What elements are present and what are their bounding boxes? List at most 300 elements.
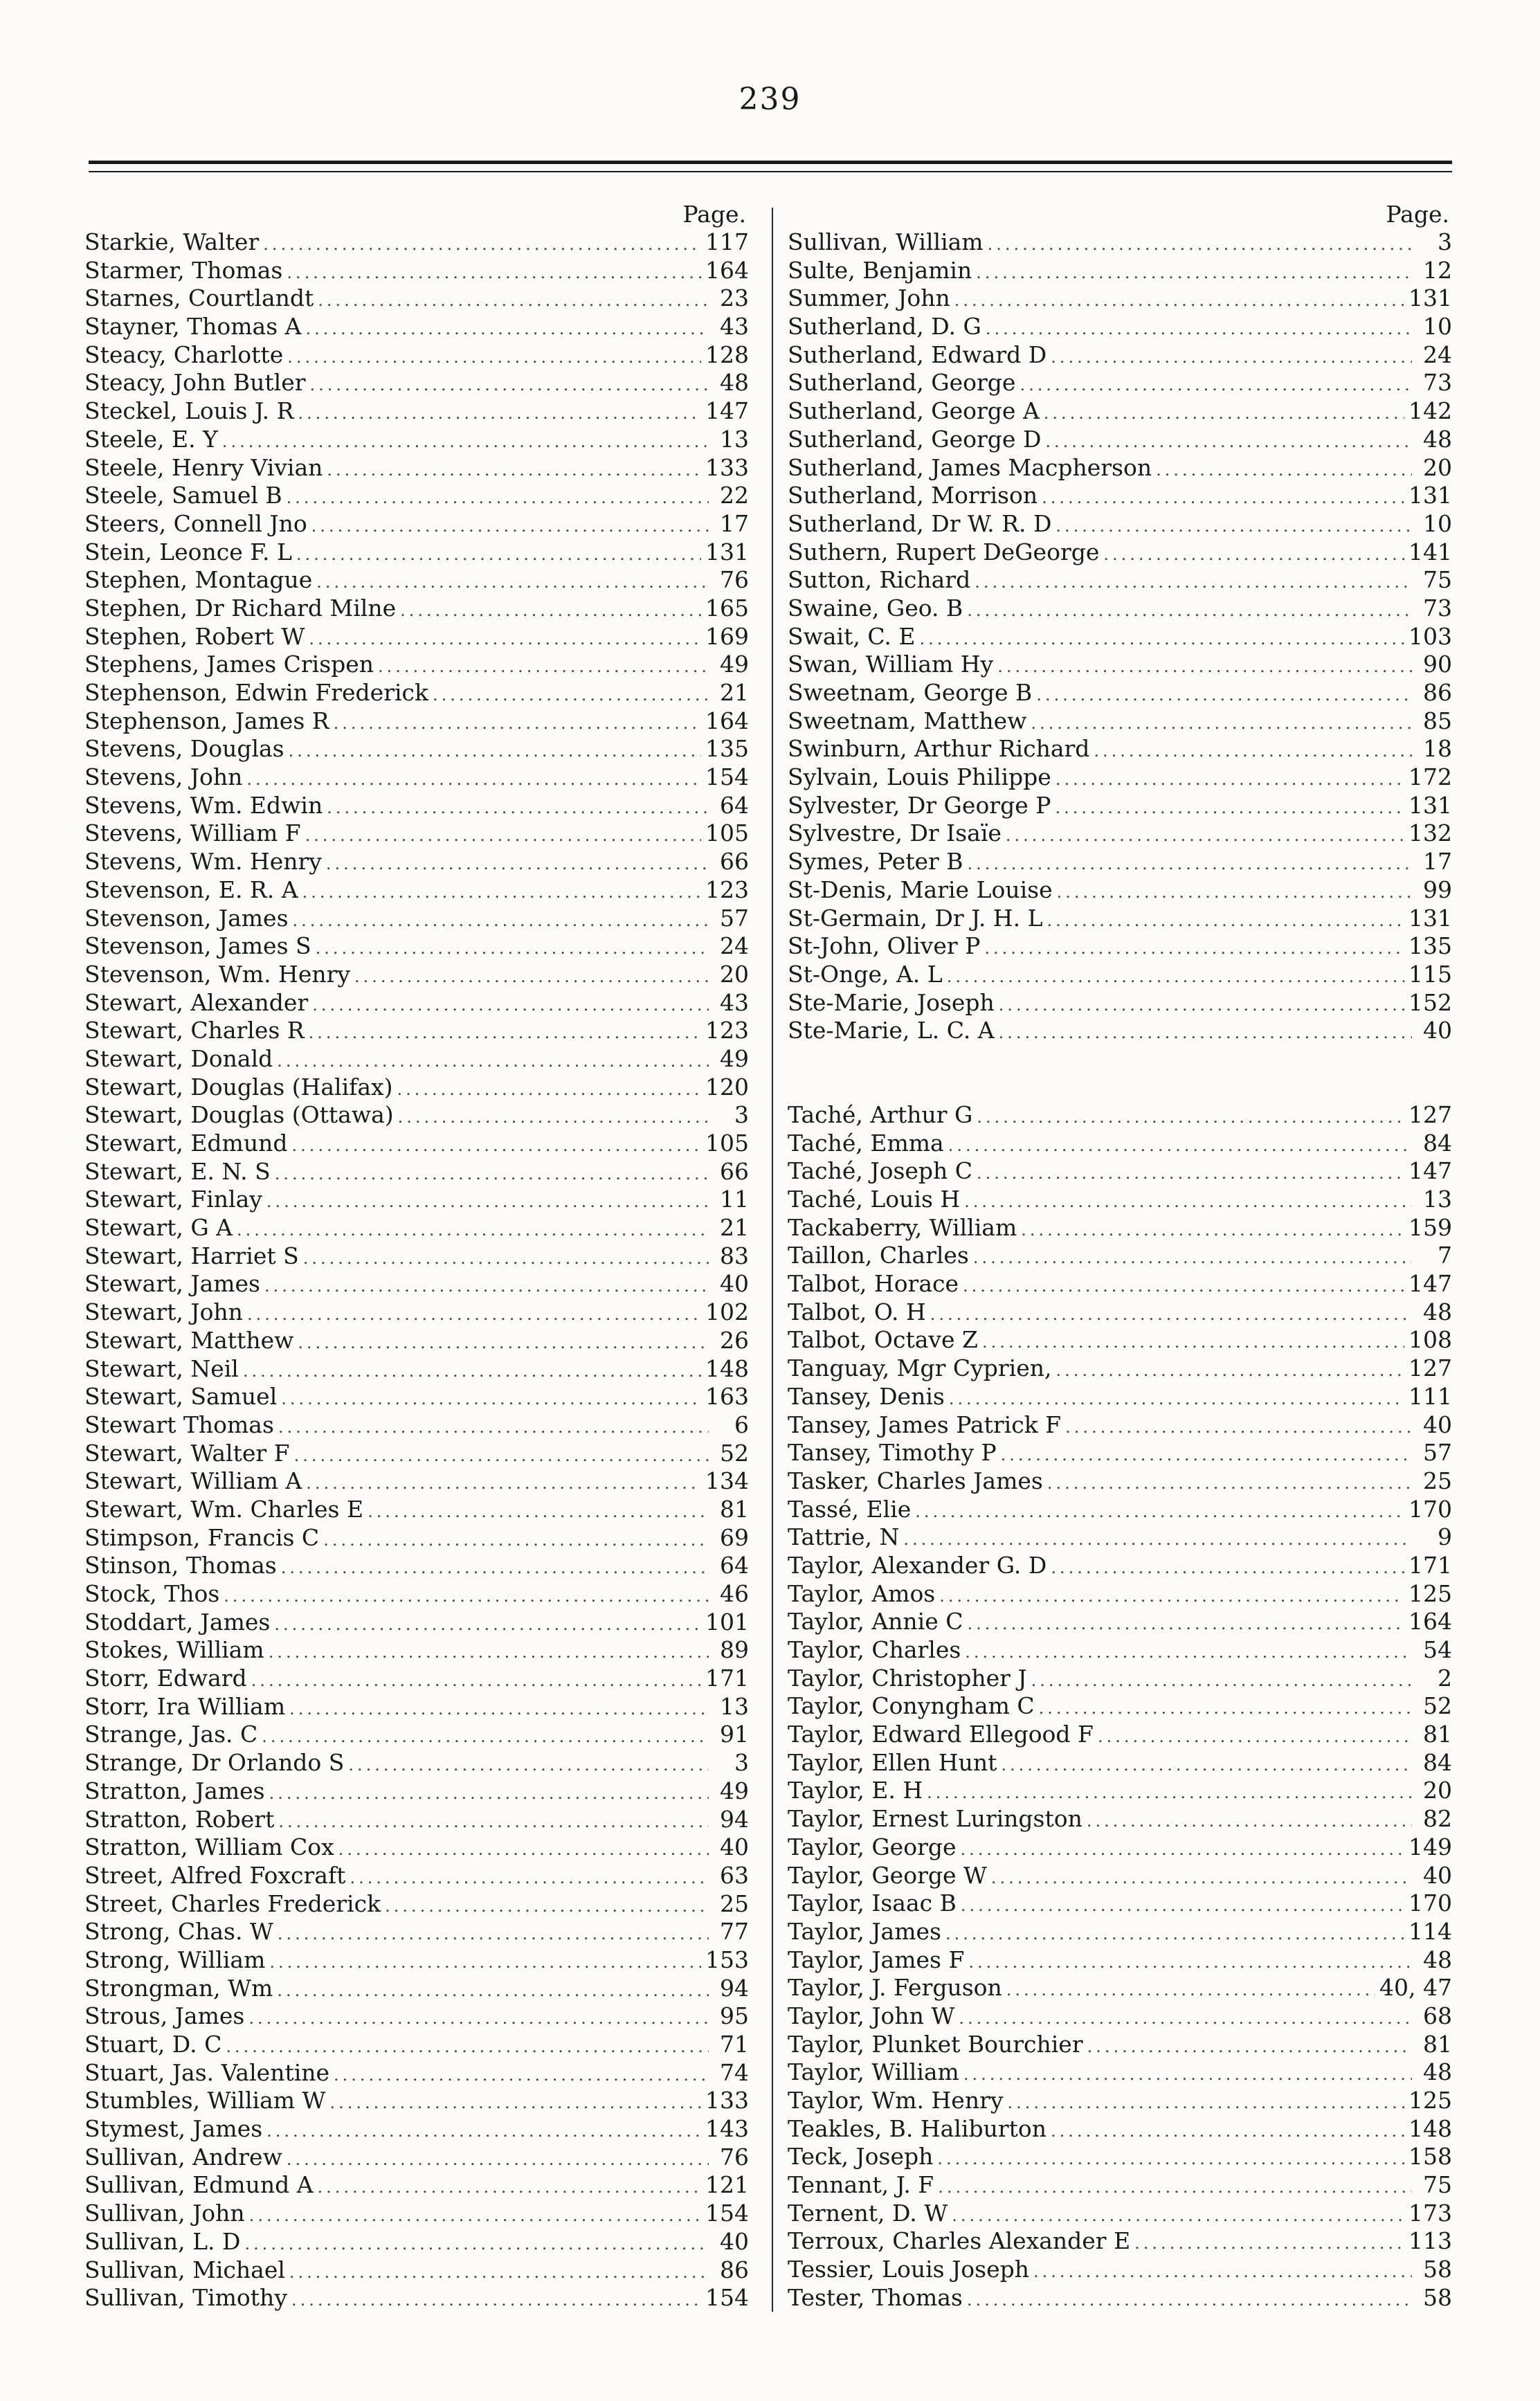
index-entry [84,735,749,763]
dot-leader [1051,1554,1404,1580]
entry-page: 48 [720,369,749,397]
index-entry [788,905,1452,933]
index-entry [84,1467,749,1496]
entry-page: 105 [705,819,749,847]
entry-page: 25 [1423,1467,1452,1494]
entry-name: Summer, John [788,284,950,312]
dot-leader [1006,822,1404,848]
entry-page: 164 [705,707,749,734]
index-entry [84,1777,749,1806]
index-entry [84,454,749,482]
index-entry [84,651,749,679]
entry-page: 75 [1423,566,1452,594]
index-entry [84,1862,749,1890]
entry-page: 66 [720,848,749,876]
entry-page: 9 [1438,1523,1452,1551]
entry-page: 2 [1438,1664,1452,1692]
dot-leader [264,1272,709,1298]
entry-page: 43 [720,988,749,1016]
entry-page: 141 [1408,538,1452,565]
entry-page: 131 [1408,904,1452,932]
entry-name: Tanguay, Mgr Cyprien, [788,1354,1052,1382]
entry-page: 20 [1423,1777,1452,1804]
entry-page: 131 [1408,284,1452,312]
dot-leader [287,2146,709,2172]
entry-name: Stratton, William Cox [84,1833,334,1861]
index-entry [84,819,749,848]
entry-page: 115 [1408,960,1452,988]
entry-page: 171 [1408,1551,1452,1579]
entry-page: 149 [1408,1833,1452,1860]
entry-page: 71 [720,2031,749,2058]
dot-leader [903,1525,1412,1552]
page-number: 239 [739,82,801,117]
entry-name: Stewart, E. N. S [84,1157,271,1185]
index-entry [788,538,1452,567]
index-entry [84,1496,749,1524]
entry-name: Stephen, Montague [84,566,313,594]
dot-leader [1036,681,1412,707]
dot-leader [269,1948,701,1975]
dot-leader [338,1836,709,1862]
dot-leader [298,399,701,426]
dot-leader [967,2286,1412,2312]
dot-leader [278,1808,709,1834]
entry-page: 49 [720,651,749,678]
dot-leader [278,1920,709,1946]
index-entry [788,397,1452,426]
entry-name: Strong, Chas. W [84,1918,273,1946]
entry-page: 13 [1423,1186,1452,1213]
dot-leader [312,991,709,1017]
entry-name: Stewart, Charles R [84,1017,305,1044]
index-entry [788,510,1452,538]
entry-page: 127 [1408,1100,1452,1128]
entry-name: Tansey, James Patrick F [788,1411,1062,1438]
dot-leader [278,1413,709,1440]
index-entry [788,1918,1452,1946]
entry-page: 134 [705,1467,749,1495]
entry-page: 128 [705,341,749,368]
index-entry [84,1665,749,1693]
entry-page: 3 [1438,228,1452,255]
header-rule-thick [89,161,1452,164]
dot-leader [1098,1723,1412,1749]
dot-leader [294,1442,709,1468]
entry-page: 73 [1423,369,1452,397]
right-column [788,201,1452,2312]
entry-name: Talbot, Octave Z [788,1326,978,1354]
dot-leader [1047,907,1404,933]
entry-page: 94 [720,1974,749,2002]
entry-name: St-Germain, Dr J. H. L [788,904,1043,932]
index-entry [788,1214,1452,1242]
dot-leader [243,1357,701,1384]
index-entry [84,1383,749,1411]
entry-page: 17 [720,509,749,537]
entry-name: Stevenson, James S [84,932,311,960]
dot-leader [327,794,709,820]
index-entry [788,1974,1452,2002]
entry-name: Taylor, Edward Ellegood F [788,1721,1094,1748]
entry-page: 73 [1423,594,1452,622]
index-entry [788,1383,1452,1411]
entry-page: 12 [1423,256,1452,284]
entry-name: Talbot, O. H [788,1298,926,1325]
index-entry [84,1158,749,1186]
entry-page: 89 [720,1636,749,1664]
entry-page: 76 [720,2143,749,2171]
entry-name: Storr, Ira William [84,1692,286,1720]
entry-name: Taylor, Conyngham C [788,1692,1035,1720]
entry-name: Sullivan, John [84,2200,245,2227]
entry-page: 52 [1423,1692,1452,1720]
entry-page: 21 [720,679,749,706]
dot-leader [986,315,1412,341]
entry-name: Taché, Louis H [788,1186,961,1213]
dot-leader [274,1611,701,1637]
entry-name: Taylor, James F [788,1946,965,1973]
index-entry [84,2087,749,2115]
entry-name: Tansey, Denis [788,1382,945,1410]
entry-name: Ternent, D. W [788,2199,948,2227]
dot-leader [967,597,1412,623]
entry-page: 99 [1423,876,1452,903]
index-entry [788,2031,1452,2059]
entry-name: Stokes, William [84,1636,264,1664]
entry-name: Stewart, Harriet S [84,1242,299,1269]
entry-page: 49 [720,1777,749,1804]
entry-page: 171 [705,1665,749,1692]
dot-leader [968,850,1412,876]
dot-leader [1087,2033,1412,2059]
dot-leader [226,2033,709,2059]
entry-page: 40 [1423,1017,1452,1044]
entry-name: Sutherland, George [788,369,1016,397]
dot-leader [991,1864,1412,1890]
dot-leader [1051,343,1412,370]
dot-leader [400,597,701,623]
entry-page: 84 [1423,1129,1452,1157]
index-entry [788,1552,1452,1580]
index-entry [84,2031,749,2059]
entry-page: 147 [1408,1270,1452,1298]
index-entry [788,1833,1452,1862]
entry-name: Stewart, John [84,1298,243,1326]
entry-page: 26 [720,1326,749,1354]
entry-page: 164 [1408,1608,1452,1636]
dot-leader [1055,794,1404,820]
index-entry [788,1439,1452,1467]
entry-name: Tennant, J. F [788,2171,934,2199]
entry-page: 24 [1423,341,1452,368]
dot-leader [967,1610,1404,1636]
entry-page: 153 [705,1946,749,1973]
dot-leader [289,2258,709,2285]
entry-page: 48 [1423,2058,1452,2086]
dot-leader [316,934,709,961]
entry-name: Stewart, G A [84,1214,233,1242]
index-entry [84,2059,749,2087]
entry-page: 85 [1423,707,1452,734]
entry-page: 10 [1423,313,1452,341]
index-entry [84,1806,749,1834]
index-entry [788,2284,1452,2312]
dot-leader [327,456,701,482]
index-entry [788,2171,1452,2200]
index-entry [788,932,1452,961]
index-entry [788,228,1452,257]
entry-page: 81 [1423,1721,1452,1748]
entry-page: 17 [1423,848,1452,876]
entry-name: Taché, Arthur G [788,1100,973,1128]
entry-name: Stewart Thomas [84,1411,274,1438]
index-entry [788,679,1452,707]
entry-page: 40 [1423,1411,1452,1438]
entry-page: 64 [720,1552,749,1579]
entry-name: Strange, Dr Orlando S [84,1749,345,1777]
index-entry [84,228,749,257]
index-entry [788,1326,1452,1354]
entry-page: 148 [705,1354,749,1382]
dot-leader [348,1751,709,1777]
dot-leader [947,963,1404,989]
entry-name: Steckel, Louis J. R [84,397,294,425]
entry-name: Sullivan, Timothy [84,2284,287,2312]
entry-page: 143 [705,2115,749,2143]
index-entry [84,1975,749,2003]
index-entry [788,1692,1452,1721]
entry-name: Starkie, Walter [84,228,260,255]
entry-page: 94 [720,1805,749,1833]
entry-page: 170 [1408,1495,1452,1523]
dot-leader [397,1076,702,1102]
entry-name: Suthern, Rupert DeGeorge [788,538,1100,565]
section-gap [788,1045,1452,1101]
index-entry [84,397,749,426]
entry-name: Sullivan, Edmund A [84,2171,314,2199]
entry-name: Sutherland, D. G [788,313,981,341]
entry-page: 48 [1423,1298,1452,1325]
entry-page: 123 [705,1017,749,1044]
dot-leader [1008,2089,1405,2115]
entry-page: 40 [720,1270,749,1298]
entry-page: 91 [720,1721,749,1748]
dot-leader [1057,878,1412,905]
index-entry [84,284,749,313]
index-entry [788,2002,1452,2031]
entry-name: Stoddart, James [84,1608,271,1636]
dot-leader [959,2004,1412,2031]
entry-page: 90 [1423,651,1452,678]
dot-leader [961,1892,1404,1918]
entry-page: 172 [1408,763,1452,791]
entry-name: Sullivan, William [788,228,984,255]
entry-page: 57 [1423,1439,1452,1467]
dot-leader [963,1272,1404,1298]
entry-name: Stewart, Finlay [84,1186,262,1213]
dot-leader [310,371,709,397]
index-entry [84,566,749,595]
entry-page: 23 [720,284,749,312]
index-entry [84,1440,749,1468]
dot-leader [289,1695,709,1721]
entry-page: 111 [1408,1382,1452,1410]
entry-page: 68 [1423,2002,1452,2029]
index-entry [788,2087,1452,2115]
entry-name: Sylvester, Dr George P [788,791,1051,819]
entry-page: 169 [705,622,749,650]
entry-name: Tattrie, N [788,1523,900,1551]
dot-leader [302,878,701,905]
index-entry [84,792,749,820]
index-entry [84,369,749,397]
index-entry [84,1524,749,1552]
dot-leader [988,230,1412,257]
index-entry [84,482,749,510]
dot-leader [1033,2258,1412,2284]
entry-name: Strous, James [84,2002,245,2030]
entry-name: Steele, Samuel B [84,482,282,509]
index-entry [788,1411,1452,1440]
dot-leader [224,1582,709,1609]
index-entry [788,1186,1452,1214]
index-entry [84,1073,749,1102]
dot-leader [291,2286,701,2312]
entry-page: 54 [1423,1636,1452,1663]
index-entry [788,1749,1452,1777]
entry-page: 57 [720,904,749,932]
entry-page: 24 [720,932,749,960]
entry-name: Strong, William [84,1946,266,1973]
index-entry [84,1186,749,1214]
dot-leader [927,1779,1412,1805]
entry-name: Stewart, William A [84,1467,302,1495]
entry-name: Stratton, James [84,1777,265,1804]
entry-name: Tackaberry, William [788,1213,1017,1241]
index-entry [84,1749,749,1777]
index-entry [84,510,749,538]
entry-name: Stevenson, Wm. Henry [84,960,351,988]
entry-name: Sutherland, George A [788,397,1040,425]
dot-leader [287,484,709,510]
entry-name: Stewart, James [84,1270,260,1298]
entry-name: Sutherland, George D [788,425,1042,453]
entry-name: Taylor, Isaac B [788,1890,957,1917]
entry-page: 125 [1408,1579,1452,1607]
dot-leader [945,1920,1404,1946]
index-entry [84,1298,749,1327]
index-entry [788,1636,1452,1665]
entry-name: Taylor, J. Ferguson [788,1974,1002,2002]
entry-name: Sutherland, Dr W. R. D [788,509,1052,537]
index-entry [84,2200,749,2228]
entry-name: Street, Charles Frederick [84,1890,381,1917]
entry-page: 13 [720,425,749,453]
index-entry [84,2002,749,2031]
index-entry [84,426,749,454]
index-entry [788,313,1452,341]
entry-name: Sullivan, L. D [84,2227,241,2255]
entry-page: 25 [720,1890,749,1917]
index-entry [84,2284,749,2312]
entry-name: Stevens, William F [84,819,301,847]
entry-name: Stewart, Matthew [84,1326,294,1354]
dot-leader [305,315,709,341]
entry-name: Stevens, Wm. Edwin [84,791,323,819]
dot-leader [287,343,701,370]
dot-leader [281,1554,709,1580]
entry-name: Sutton, Richard [788,566,971,594]
entry-name: Swinburn, Arthur Richard [788,735,1090,763]
entry-name: Terroux, Charles Alexander E [788,2227,1131,2255]
index-entry [84,1890,749,1919]
index-entry [788,876,1452,905]
index-entry [788,989,1452,1017]
entry-name: Stuart, D. C [84,2031,222,2058]
dot-leader [311,512,709,538]
index-entry [84,313,749,341]
entry-name: Taylor, James [788,1917,941,1945]
index-entry [84,848,749,876]
dot-leader [289,737,701,763]
entry-page: 81 [1423,2030,1452,2058]
dot-leader [999,1019,1412,1045]
index-entry [84,2228,749,2256]
dot-leader [306,1469,701,1496]
index-entry [788,1298,1452,1327]
entry-name: Taylor, Wm. Henry [788,2087,1004,2114]
dot-leader [919,625,1404,651]
dot-leader [977,1159,1404,1186]
index-entry [788,1862,1452,1890]
entry-page: 10 [1423,509,1452,537]
index-entry [788,1101,1452,1130]
entry-page: 40, 47 [1379,1974,1452,2002]
index-entry [788,1523,1452,1552]
dot-leader [293,907,709,933]
entry-name: Stewart, Douglas (Ottawa) [84,1101,394,1129]
dot-leader [303,1244,709,1271]
dot-leader [937,2145,1404,2171]
index-entry [84,876,749,905]
dot-leader [269,1779,709,1806]
entry-page: 69 [720,1523,749,1551]
entry-name: Stevens, Wm. Henry [84,848,322,876]
index-entry [84,1833,749,1862]
right-column-header: Page. [1386,201,1449,228]
entry-page: 20 [720,960,749,988]
dot-leader [939,1582,1404,1609]
index-entry [788,595,1452,623]
entry-name: Stayner, Thomas A [84,313,302,341]
dot-leader [323,1526,709,1552]
entry-name: Stewart, Alexander [84,988,309,1016]
index-entry [788,961,1452,989]
entry-name: St-John, Oliver P [788,932,981,960]
index-entry [788,763,1452,792]
dot-leader [948,1132,1412,1158]
dot-leader [334,709,701,736]
dot-leader [997,653,1412,679]
index-entry [84,989,749,1017]
entry-name: Strange, Jas. C [84,1721,258,1748]
entry-name: Tester, Thomas [788,2283,963,2311]
entry-name: Taylor, George [788,1833,957,1860]
dot-leader [1021,1216,1404,1242]
right-entry-list-t [788,1101,1452,2312]
dot-leader [930,1301,1412,1327]
